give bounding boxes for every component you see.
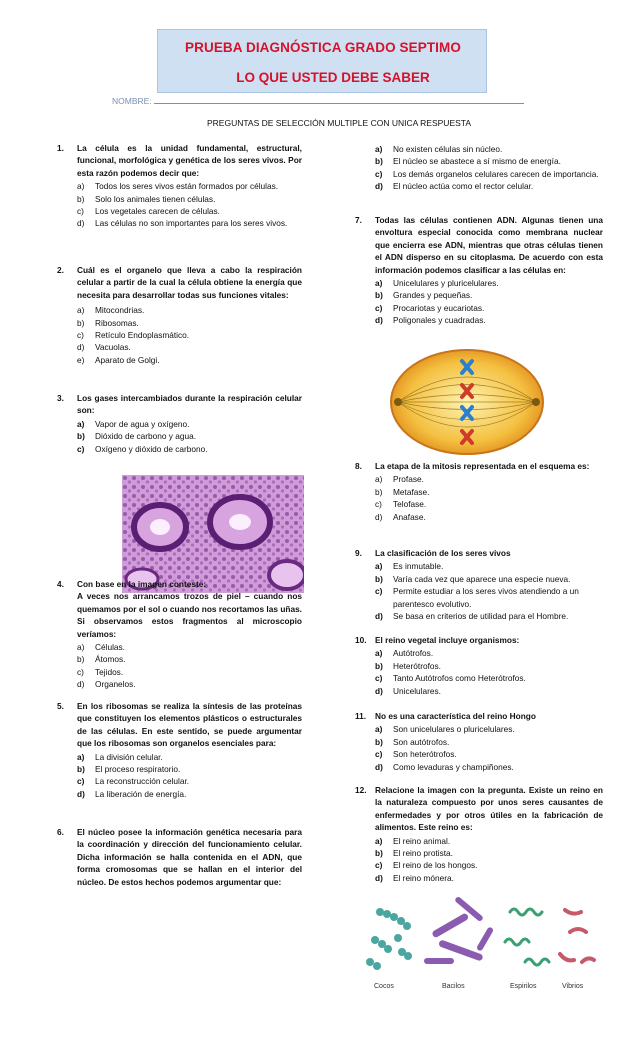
option-a[interactable]: a) No existen células sin núcleo. xyxy=(375,144,503,154)
question-11 xyxy=(355,710,603,773)
options xyxy=(77,418,302,455)
question-text: El reino vegetal incluye organismos: xyxy=(375,635,520,645)
option-d[interactable]: d) Las células no son importantes para los seres vivos. xyxy=(77,218,288,229)
question-6 xyxy=(57,826,302,888)
option-b[interactable]: b) El proceso respiratorio. xyxy=(77,764,181,775)
question-number: 2. xyxy=(57,265,64,275)
options xyxy=(375,473,603,523)
name-label: NOMBRE: xyxy=(112,96,152,106)
question-text: Los gases intercambiados durante la respiración celular son: xyxy=(77,393,302,416)
question-10 xyxy=(355,634,603,697)
option-d[interactable]: d) Organelos. xyxy=(77,679,136,690)
question-text: Todas las células contienen ADN. Algunas tienen una envoltura especial conocida como membrana nuclear que encierra ese ADN, mientras que otras células tienen el ADN disperso en su citoplasma. De acuerdo con esta información podemos clasificar a las células en: xyxy=(375,215,603,275)
option-c[interactable]: c) El reino de los hongos. xyxy=(375,860,478,871)
question-9 xyxy=(355,547,603,622)
question-number: 11. xyxy=(355,711,367,721)
option-a[interactable]: a) Mitocondrias. xyxy=(77,305,145,316)
option-a[interactable]: a) Células. xyxy=(77,642,125,653)
option-c[interactable]: c) Tanto Autótrofos como Heterótrofos. xyxy=(375,673,526,684)
name-blank-line[interactable] xyxy=(154,95,524,104)
option-d[interactable]: d) La liberación de energía. xyxy=(77,788,187,799)
options xyxy=(375,277,603,327)
option-c[interactable]: c) Telofase. xyxy=(375,499,427,510)
question-text: El núcleo posee la información genética necesaria para la coordinación y dirección del funcionamiento celular. Dicha información se halla contenida en el ADN, que forma cromosomas que se hallan en el interior del núcleo. De estos hechos podemos argumentar que: xyxy=(77,827,302,887)
option-c[interactable]: c) Permite estudiar a los seres vivos atendiendo a un parentesco evolutivo. xyxy=(375,586,579,609)
option-c[interactable]: c) Procariotas y eucariotas. xyxy=(375,302,485,313)
bacteria-illustration xyxy=(360,892,600,992)
option-d[interactable]: d) El núcleo actúa como el rector celular. xyxy=(375,181,534,192)
option-b[interactable]: b) Grandes y pequeñas. xyxy=(375,290,473,301)
question-4 xyxy=(57,578,302,691)
option-c[interactable]: c) Los vegetales carecen de células. xyxy=(77,206,220,217)
option-a[interactable]: a) El reino animal. xyxy=(375,835,451,846)
options xyxy=(375,835,603,885)
question-number: 3. xyxy=(57,393,64,403)
option-d[interactable]: d) Como levaduras y champiñones. xyxy=(375,761,514,772)
option-b[interactable]: b) Metafase. xyxy=(375,486,430,497)
question-text: La etapa de la mitosis representada en el esquema es: xyxy=(375,461,590,471)
question-2 xyxy=(57,264,302,366)
option-c[interactable]: c) Retículo Endoplasmático. xyxy=(77,330,190,341)
options xyxy=(77,751,302,801)
question-text: No es una característica del reino Hongo xyxy=(375,711,536,721)
label-bacilos: Bacilos xyxy=(442,983,465,990)
options xyxy=(375,143,603,193)
question-text: Cuál es el organelo que lleva a cabo la respiración celular a partir de la cual la célula obtiene la energía que necesita para desarrollar todas sus funciones vitales: xyxy=(77,265,302,300)
option-d[interactable]: d) Unicelulares. xyxy=(375,685,441,696)
options xyxy=(375,723,603,773)
option-a[interactable]: a) Son unicelulares o pluricelulares. xyxy=(375,724,515,735)
option-c[interactable]: c) Oxígeno y dióxido de carbono. xyxy=(77,443,208,454)
question-7 xyxy=(355,214,603,327)
option-c[interactable]: c) Tejidos. xyxy=(77,666,124,677)
bacteria-illustration-image xyxy=(360,892,600,992)
question-number: 12. xyxy=(355,785,367,795)
name-field[interactable] xyxy=(112,95,524,106)
tissue-micrograph-image xyxy=(122,475,304,593)
option-a[interactable]: a) Unicelulares y pluricelulares. xyxy=(375,278,499,289)
question-number: 8. xyxy=(355,461,362,471)
tissue-micrograph xyxy=(122,475,304,593)
option-b[interactable]: b) El núcleo se abastece a sí mismo de energía. xyxy=(375,156,561,167)
option-b[interactable]: b) Heterótrofos. xyxy=(375,660,441,671)
option-a[interactable]: a) Es inmutable. xyxy=(375,561,444,572)
option-d[interactable]: d) Se basa en criterios de utilidad para el Hombre. xyxy=(375,611,569,622)
options xyxy=(375,560,603,622)
options xyxy=(77,641,302,691)
option-b[interactable]: b) El reino protista. xyxy=(375,848,453,859)
question-number: 9. xyxy=(355,548,362,558)
option-a[interactable]: a) La división celular. xyxy=(77,751,163,762)
question-number: 1. xyxy=(57,143,64,153)
page-title: PRUEBA DIAGNÓSTICA GRADO SEPTIMO xyxy=(185,40,461,55)
question-text: La clasificación de los seres vivos xyxy=(375,548,511,558)
option-a[interactable]: a) Todos los seres vivos están formados por células. xyxy=(77,181,279,192)
label-cocos: Cocos xyxy=(374,983,394,990)
question-number: 7. xyxy=(355,215,362,225)
option-a[interactable]: a) Autótrofos. xyxy=(375,648,434,659)
mitosis-diagram-image xyxy=(388,347,546,457)
option-b[interactable]: b) Ribosomas. xyxy=(77,317,139,328)
question-text: Relacione la imagen con la pregunta. Existe un reino en la naturaleza compuesto por unos seres causantes de enfermedades y por otros útiles en la fabricación de alimentos. Este reino es: xyxy=(375,785,603,833)
question-text-continued: A veces nos arrancamos trozos de piel – cuando nos quemamos por el sol o cuando nos recortamos las uñas. Si observamos estos fragmentos al microscopio veríamos: xyxy=(77,591,302,639)
option-a[interactable]: a) Profase. xyxy=(375,474,424,485)
option-b[interactable]: b) Varía cada vez que aparece una especie nueva. xyxy=(375,573,571,584)
question-12 xyxy=(355,784,603,884)
option-c[interactable]: c) La reconstrucción celular. xyxy=(77,776,190,787)
question-1 xyxy=(57,142,302,230)
question-number: 5. xyxy=(57,701,64,711)
question-number: 6. xyxy=(57,827,64,837)
question-text: La célula es la unidad fundamental, estructural, funcional, morfológica y genética de los seres vivos. Por esta razón podemos decir que: xyxy=(77,143,302,178)
question-number: 10. xyxy=(355,635,367,645)
option-d[interactable]: d) Anafase. xyxy=(375,511,426,522)
option-d[interactable]: d) El reino mónera. xyxy=(375,872,454,883)
label-vibrios: Vibrios xyxy=(562,983,584,990)
options xyxy=(77,304,302,366)
label-espirilos: Espirilos xyxy=(510,983,537,990)
question-text: Con base en la imagen conteste: xyxy=(77,579,207,589)
options xyxy=(77,180,302,230)
title-banner xyxy=(157,29,487,93)
option-b[interactable]: b) Son autótrofos. xyxy=(375,736,450,747)
mitosis-diagram xyxy=(388,347,546,457)
option-b[interactable]: b) Solo los animales tienen células. xyxy=(77,193,216,204)
question-text: En los ribosomas se realiza la síntesis de las proteínas que constituyen los elementos plásticos o estructurales de las células. En este sentido, se puede argumentar que los ribosomas son organelos esenciales para: xyxy=(77,701,302,749)
option-c[interactable]: c) Los demás organelos celulares carecen de importancia. xyxy=(375,168,599,179)
page-subtitle: LO QUE USTED DEBE SABER xyxy=(236,70,430,85)
option-b[interactable]: b) Átomos. xyxy=(77,654,126,665)
option-d[interactable]: d) Vacuolas. xyxy=(77,342,131,353)
question-number: 4. xyxy=(57,579,64,589)
question-5 xyxy=(57,700,302,800)
question-6-options xyxy=(355,142,603,193)
option-e[interactable]: e) Aparato de Golgi. xyxy=(77,354,160,365)
option-d[interactable]: d) Poligonales y cuadradas. xyxy=(375,315,486,326)
option-a[interactable]: a) Vapor de agua y oxígeno. xyxy=(77,418,190,429)
option-b[interactable]: b) Dióxido de carbono y agua. xyxy=(77,431,197,442)
options xyxy=(375,647,603,697)
option-c[interactable]: c) Son heterótrofos. xyxy=(375,749,457,760)
section-heading: PREGUNTAS DE SELECCIÓN MULTIPLE CON UNICA RESPUESTA xyxy=(206,118,472,128)
question-3 xyxy=(57,392,302,455)
question-8 xyxy=(355,460,603,523)
